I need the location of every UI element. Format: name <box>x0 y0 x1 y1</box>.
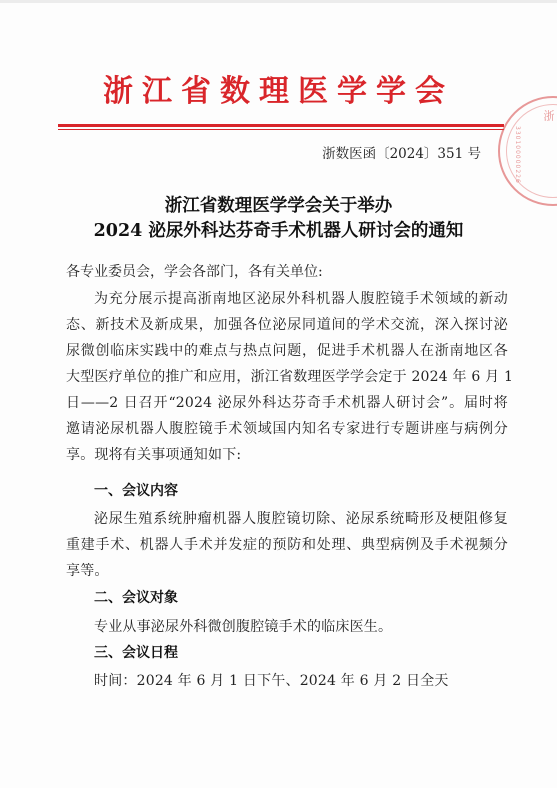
notice-title-line-2: 2024 泌尿外科达芬奇手术机器人研讨会的通知 <box>93 221 464 241</box>
seal-digits: 330100000226 <box>514 126 521 184</box>
organization-header: 浙江省数理医学学会 <box>103 74 454 109</box>
section-audience-paragraph <box>66 614 508 640</box>
paragraph-line: 享等。 <box>66 563 109 579</box>
notice-title-line-1: 浙江省数理医学学会关于举办 <box>164 196 393 216</box>
paragraph-line: 享。现将有关事项通知如下: <box>66 447 242 463</box>
paragraph-line: 态、新技术及新成果，加强各位泌尿同道间的学术交流，深入探讨泌 <box>66 317 508 333</box>
paragraph-line: 泌尿生殖系统肿瘤机器人腹腔镜切除、泌尿系统畸形及梗阻修复 <box>94 511 508 527</box>
paragraph-line: 日——2 日召开“2024 泌尿外科达芬奇手术机器人研讨会”。届时将 <box>66 395 508 411</box>
paragraph-line: 邀请泌尿机器人腹腔镜手术领域国内知名专家进行专题讲座与病例分 <box>66 421 508 437</box>
paragraph-line: 时间：2024 年 6 月 1 日下午、2024 年 6 月 2 日全天 <box>94 673 449 689</box>
header-red-rule <box>58 124 504 127</box>
section-schedule-paragraph <box>66 668 508 694</box>
section-content-paragraph <box>66 506 508 584</box>
paragraph-line: 重建手术、机器人手术并发症的预防和处理、典型病例及手术视频分 <box>66 537 508 553</box>
header-red-rule-thin <box>58 129 504 130</box>
intro-paragraph <box>66 286 514 468</box>
section-heading-schedule: 三、会议日程 <box>94 645 178 661</box>
official-seal <box>498 96 557 206</box>
paragraph-line: 大型医疗单位的推广和应用，浙江省数理医学学会定于 2024 年 6 月 1 <box>66 369 514 385</box>
section-heading-content: 一、会议内容 <box>94 483 178 499</box>
document-number: 浙数医函〔2024〕351 号 <box>322 146 481 162</box>
seal-text: 浙 <box>542 110 555 121</box>
section-heading-audience: 二、会议对象 <box>94 590 178 606</box>
paragraph-line: 为充分展示提高浙南地区泌尿外科机器人腹腔镜手术领域的新动 <box>94 291 508 307</box>
paragraph-line: 尿微创临床实践中的难点与热点问题，促进手术机器人在浙南地区各 <box>66 343 508 359</box>
salutation: 各专业委员会，学会各部门，各有关单位: <box>66 264 323 280</box>
paragraph-line: 专业从事泌尿外科微创腹腔镜手术的临床医生。 <box>94 619 393 635</box>
scan-edge <box>0 0 557 3</box>
